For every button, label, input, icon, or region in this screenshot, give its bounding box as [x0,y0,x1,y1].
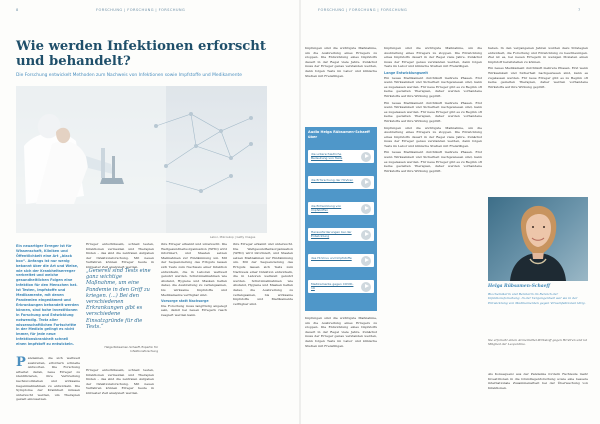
column-5-subhead: Lange Entwicklungszeit [384,70,428,75]
body-column-5: Impfungen sind die wichtigste Maßnahme, um die Ausbreitung eines Erregers zu stoppen. Die Entwicklung eines Impfstoffs dauert in der Regel viele Jahre. Zunächst muss der Erreger genau verstanden werden, dann folgen Tests im Labor und klinische Studien mit Freiwilligen. Lange Entwicklungszeit Ein neues Medikament durchläuft mehrere Phasen. Erst wenn Wirksamkeit und Sicherheit nachgewiesen sind, kann es zugelassen werden. Für neue Erreger gibt es zu Beginn oft keine gezielten Therapien, daher werden vorhandene Wirkstoffe auf ihre Wirkung geprüft. Ein neues Medikament durchläuft mehrere Phasen. Erst wenn Wirksamkeit und Sicherheit nachgewiesen sind, kann es zugelassen werden. Für neue Erreger gibt es zu Beginn oft keine gezielten Therapien, daher werden vorhandene Wirkstoffe auf ihre Wirkung geprüft. Impfungen sind die wichtigste Maßnahme, um die Ausbreitung eines Erregers zu stoppen. Die Entwicklung eines Impfstoffs dauert in der Regel viele Jahre. Zunächst muss der Erreger genau verstanden werden, dann folgen Tests im Labor und klinische Studien mit Freiwilligen. Ein neues Medikament durchläuft mehrere Phasen. Erst wenn Wirksamkeit und Sicherheit nachgewiesen sind, kann es zugelassen werden. Für neue Erreger gibt es zu Beginn oft keine gezielten Therapien, daher werden vorhandene Wirkstoffe auf ihre Wirkung geprüft. [384,46,482,173]
audio-track-1[interactable] [308,150,374,163]
body-column-2-bottom: Erreger entschlüsseln, schnell testen, Infektionen vermeiden und Therapien finden – das sind die zentralen Aufgaben der Infektionsforschung. Mit neuen Verfahren können Erreger heute in kürzester Zeit analysiert werden. [86,368,154,395]
play-icon[interactable] [361,178,371,188]
right-page-number: 7 [578,8,581,12]
right-running-head: FORSCHUNG | FORSCHUNG | FORSCHUNG [318,8,408,12]
audio-track-label: das HI-Virus und Impfstoffe [311,256,352,260]
left-running-head: FORSCHUNG | FORSCHUNG | FORSCHUNG [96,8,186,12]
play-icon[interactable] [361,256,371,266]
audio-track-label: die Erforschung der HI-Viren [311,178,354,182]
left-page-number: 8 [16,8,19,12]
portrait-name: Helga Rübsamen-Schaeff [488,284,551,289]
page-gutter [299,0,301,424]
audio-track-label: die unterschiedliche Bedeutung von Tests [311,152,343,160]
drop-cap: P [16,355,26,370]
audio-track-2[interactable] [308,176,374,189]
audio-track-label: Herausforderungen bei der Entwicklung [311,230,352,238]
audio-track-4[interactable] [308,228,374,241]
body-column-1: P andemien, die sich weltweit ausbreiten, erfordern schnelle Antworten. Die Forschung arbeitet daran, neue Erreger zu identifizieren, ihre Verbreitung nachzuvollziehen und wirksame Gegenmaßnahmen zu entwickeln. Die Symptome der Krankheit müssen untersucht werden, um Therapien gezielt einzusetzen. [16,355,80,402]
body-column-4-top: Impfungen sind die wichtigste Maßnahme, um die Ausbreitung eines Erregers zu stoppen. Die Entwicklung eines Impfstoffs dauert in der Regel viele Jahre. Zunächst muss der Erreger genau verstanden werden, dann folgen Tests im Labor und klinische Studien mit Freiwilligen. [305,46,377,78]
portrait-footer: Sie erforscht einen Arzneimittel-Wirkstoff gegen HI-Viren und ist Mitglied der Leopoldina. [488,338,587,347]
audio-track-6[interactable] [308,280,374,293]
body-column-7: Als Konsequenz aus der Pandemie fordern Fachleute mehr Investitionen in die Grundlagenforschung sowie eine bessere internationale Zusammenarbeit bei der Überwachung von Infektionen. [488,372,588,390]
column-3-subhead: Vorsorge statt Nachsorge [161,299,209,304]
portrait-figure [488,197,588,281]
audio-box [305,127,377,311]
body-column-3: ihre Erreger erkannt und untersucht. Die Weltgesundheitsorganisation (WHO) wird informiert, und Staaten setzen Maßnahmen zur Eindämmung um. Mit der Sequenzierung des Erbguts lassen sich Tests zum Nachweis einer Infektion entwickeln, die in Laboren weltweit genutzt werden. Schutzmaßnahmen wie Abstand, Hygiene und Masken helfen dabei, die Ausbreitung zu verlangsamen, bis wirksame Impfstoffe und Medikamente verfügbar sind. Vorsorge statt Nachsorge Die Forschung muss langfristig angelegt sein, damit bei neuen Erregern rasch reagiert werden kann. [161,242,227,317]
lab-photo [16,86,267,233]
play-icon[interactable] [361,204,371,214]
audio-track-label: Medikamente gegen COVID-19 [311,282,354,290]
photo-credit: Labor, Mikroskop | Getty Images [210,235,256,239]
pull-quote: „Generell sind Tests eine ganz wichtige Maßnahme, um eine Pandemie in den Griff zu kriegen. (...) Bei den verschiedenen Erkrankungen gibt es verschiedene Einsatzgründe für die Tests.“ [86,268,151,330]
play-icon[interactable] [361,230,371,240]
body-column-4-bottom: Impfungen sind die wichtigste Maßnahme, um die Ausbreitung eines Erregers zu stoppen. Die Entwicklung eines Impfstoffs dauert in der Regel viele Jahre. Zunächst muss der Erreger genau verstanden werden, dann folgen Tests im Labor und klinische Studien mit Freiwilligen. [305,316,377,348]
play-icon[interactable] [361,152,371,162]
audio-track-label: die Entwicklung von Impfstoffen [311,204,342,212]
quote-source: Helga Rübsamen-Schaeff, Expertin für Infektionsforschung [104,345,158,353]
article-title: Wie werden Infektionen erforscht und behandelt? [16,39,266,69]
body-column-6: haben. In den vergangenen Jahren wurden dazu Strategien entwickelt, die Forschung und Entwicklung zu beschleunigen. Ziel ist es, bei neuen Erregern in wenigen Monaten einen Impfstoff bereitstellen zu können. Ein neues Medikament durchläuft mehrere Phasen. Erst wenn Wirksamkeit und Sicherheit nachgewiesen sind, kann es zugelassen werden. Für neue Erreger gibt es zu Beginn oft keine gezielten Therapien, daher werden vorhandene Wirkstoffe auf ihre Wirkung geprüft. [488,46,588,89]
article-subtitle: Die Forschung entwickelt Methoden zum Nachweis von Infektionen sowie Impfstoffe und Medikamente [16,73,242,78]
body-column-3b: ihre Erreger erkannt und untersucht. Die Weltgesundheitsorganisation (WHO) wird informiert, und Staaten setzen Maßnahmen zur Eindämmung um. Mit der Sequenzierung des Erbguts lassen sich Tests zum Nachweis einer Infektion entwickeln, die in Laboren weltweit genutzt werden. Schutzmaßnahmen wie Abstand, Hygiene und Masken helfen dabei, die Ausbreitung zu verlangsamen, bis wirksame Impfstoffe und Medikamente verfügbar sind. [233,242,293,306]
play-icon[interactable] [361,282,371,292]
audio-track-5[interactable] [308,254,374,267]
body-column-2-top: Erreger entschlüsseln, schnell testen, Infektionen vermeiden und Therapien finden – das sind die zentralen Aufgaben der Infektionsforschung. Mit neuen Verfahren können Erreger heute in kürzester Zeit analysiert werden. [86,242,154,269]
audio-box-title: Audio Helga Rübsamen-Schaeff über [308,130,370,139]
lead-paragraph: Ein neuartiger Erreger ist für Wissenschaft, Kliniken und Öffentlichkeit eine Art „black box“. Anfangs ist nur wenig bekannt über die Art und Weise, wie sich der Krankheitserreger verbreitet und welche gesundheitlichen Folgen eine Infektion für den Menschen hat. Ist Testen, Impfstoffe und Medikamente, mit denen Pandemien eingedämmt und Erkrankungen behandelt werden können, sind hohe Investitionen in Forschung und Entwicklung notwendig. Trotz aller wissenschaftlichen Fortschritte in der Medizin gelingt es nicht immer, für jede neue Infektionskrankheit schnell einen Impfstoff zu entwickeln. [16,244,79,347]
lab-illustration [16,86,267,233]
expert-portrait [488,197,588,281]
audio-track-3[interactable] [308,202,374,215]
portrait-caption: Biochemikerin und Beraterin im Bereich der Infektionsforschung. In der Vergangenheit war sie in der Entwicklung von Medikamenten gegen Virusinfektionen tätig. [488,292,586,305]
